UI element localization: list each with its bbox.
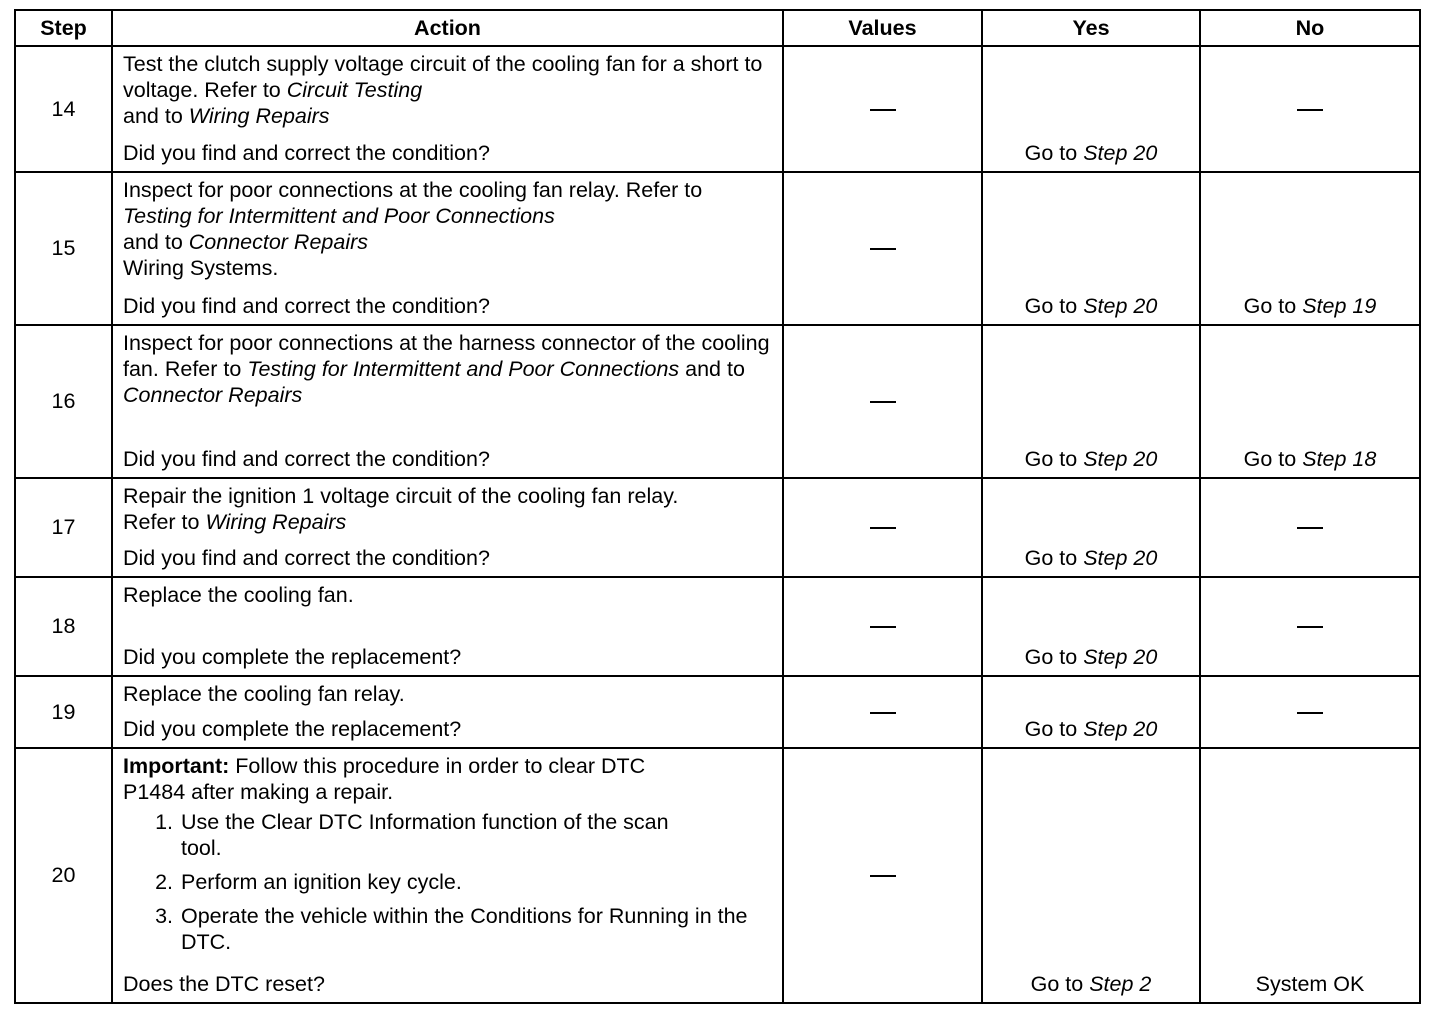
dash-mark bbox=[1297, 712, 1323, 714]
action-cell bbox=[112, 577, 783, 676]
no-cell bbox=[1200, 478, 1420, 577]
reference-link[interactable]: Connector Repairs bbox=[188, 230, 369, 254]
yes-step-link[interactable]: Step 20 bbox=[1083, 447, 1158, 471]
values-cell bbox=[783, 46, 982, 172]
values-cell bbox=[783, 577, 982, 676]
procedure-step: 3. Operate the vehicle within the Conditions for Running in the DTC. bbox=[179, 903, 772, 955]
yes-cell: Go to Step 20 bbox=[982, 325, 1200, 478]
action-text: Replace the cooling fan. bbox=[123, 583, 354, 607]
system-ok-text: System OK bbox=[1255, 972, 1365, 996]
action-text: Inspect for poor connections at the cooling fan relay. Refer to Testing for Intermittent and Poor Connections and to Connector Repairs Wiring Systems. bbox=[123, 178, 703, 280]
dash-mark bbox=[1297, 527, 1323, 529]
dash-mark bbox=[1297, 626, 1323, 628]
action-question: Did you find and correct the condition? bbox=[123, 447, 490, 471]
dash-mark bbox=[870, 527, 896, 529]
header-values: Values bbox=[783, 10, 982, 46]
action-question: Did you find and correct the condition? bbox=[123, 546, 490, 570]
yes-step-link[interactable]: Step 20 bbox=[1083, 717, 1158, 741]
step-number: 17 bbox=[15, 478, 112, 577]
action-cell bbox=[112, 325, 783, 478]
reference-link[interactable]: Circuit Testing bbox=[286, 78, 423, 102]
yes-step-link[interactable]: Step 2 bbox=[1089, 972, 1152, 996]
table-row bbox=[15, 748, 1420, 1003]
step-number: 16 bbox=[15, 325, 112, 478]
no-cell bbox=[1200, 46, 1420, 172]
step-number: 14 bbox=[15, 46, 112, 172]
dash-mark bbox=[870, 712, 896, 714]
dash-mark bbox=[870, 875, 896, 877]
step-number: 19 bbox=[15, 676, 112, 748]
action-cell bbox=[112, 676, 783, 748]
yes-step-link[interactable]: Step 20 bbox=[1083, 645, 1158, 669]
procedure-list bbox=[123, 809, 772, 955]
header-yes: Yes bbox=[982, 10, 1200, 46]
action-text: Replace the cooling fan relay. bbox=[123, 682, 405, 706]
yes-cell: Go to Step 20 bbox=[982, 172, 1200, 325]
yes-cell: Go to Step 20 bbox=[982, 46, 1200, 172]
no-cell bbox=[1200, 577, 1420, 676]
step-number: 18 bbox=[15, 577, 112, 676]
no-step-link[interactable]: Step 19 bbox=[1302, 294, 1377, 318]
step-number: 15 bbox=[15, 172, 112, 325]
action-cell bbox=[112, 46, 783, 172]
procedure-step: 1. Use the Clear DTC Information function of the scan tool. bbox=[179, 809, 701, 861]
dash-mark bbox=[870, 109, 896, 111]
dash-mark bbox=[1297, 109, 1323, 111]
values-cell bbox=[783, 748, 982, 1003]
action-cell bbox=[112, 172, 783, 325]
reference-link[interactable]: Wiring Repairs bbox=[205, 510, 347, 534]
no-cell bbox=[1200, 676, 1420, 748]
table-row bbox=[15, 577, 1420, 676]
yes-cell: Go to Step 20 bbox=[982, 577, 1200, 676]
no-cell: Go to Step 18 bbox=[1200, 325, 1420, 478]
yes-step-link[interactable]: Step 20 bbox=[1083, 294, 1158, 318]
yes-cell: Go to Step 20 bbox=[982, 676, 1200, 748]
header-step: Step bbox=[15, 10, 112, 46]
values-cell bbox=[783, 676, 982, 748]
yes-step-link[interactable]: Step 20 bbox=[1083, 141, 1158, 165]
table-row bbox=[15, 676, 1420, 748]
no-cell bbox=[1200, 748, 1420, 1003]
reference-link[interactable]: Connector Repairs bbox=[123, 383, 303, 407]
reference-link[interactable]: Testing for Intermittent and Poor Connections bbox=[123, 204, 555, 228]
step-number: 20 bbox=[15, 748, 112, 1003]
values-cell bbox=[783, 325, 982, 478]
table-row bbox=[15, 325, 1420, 478]
diagnostic-table bbox=[14, 9, 1421, 1004]
action-question: Did you complete the replacement? bbox=[123, 645, 462, 669]
yes-cell: Go to Step 20 bbox=[982, 478, 1200, 577]
values-cell bbox=[783, 478, 982, 577]
reference-link[interactable]: Wiring Repairs bbox=[188, 104, 330, 128]
yes-cell: Go to Step 2 bbox=[982, 748, 1200, 1003]
yes-step-link[interactable]: Step 20 bbox=[1083, 546, 1158, 570]
header-no: No bbox=[1200, 10, 1420, 46]
action-question: Did you complete the replacement? bbox=[123, 717, 462, 741]
action-cell bbox=[112, 748, 783, 1003]
values-cell bbox=[783, 172, 982, 325]
dash-mark bbox=[870, 401, 896, 403]
procedure-step: 2. Perform an ignition key cycle. bbox=[179, 869, 772, 895]
header-row bbox=[15, 10, 1420, 46]
reference-link[interactable]: Testing for Intermittent and Poor Connections bbox=[247, 357, 680, 381]
action-cell bbox=[112, 478, 783, 577]
dash-mark bbox=[870, 248, 896, 250]
no-cell: Go to Step 19 bbox=[1200, 172, 1420, 325]
no-step-link[interactable]: Step 18 bbox=[1302, 447, 1377, 471]
table-row bbox=[15, 46, 1420, 172]
action-text: Test the clutch supply voltage circuit of the cooling fan for a short to voltage. Refer to Circuit Testing and to Wiring Repairs bbox=[123, 52, 763, 128]
header-action: Action bbox=[112, 10, 783, 46]
important-label: Important: bbox=[123, 754, 230, 778]
action-question: Did you find and correct the condition? bbox=[123, 294, 490, 318]
action-question: Did you find and correct the condition? bbox=[123, 141, 490, 165]
action-text: Repair the ignition 1 voltage circuit of the cooling fan relay. Refer to Wiring Repairs bbox=[123, 484, 679, 534]
action-question: Does the DTC reset? bbox=[123, 972, 325, 996]
important-note: Important: Follow this procedure in order to clear DTC P1484 after making a repair. bbox=[123, 754, 646, 804]
table-row bbox=[15, 172, 1420, 325]
dash-mark bbox=[870, 626, 896, 628]
table-row bbox=[15, 478, 1420, 577]
action-text: Inspect for poor connections at the harness connector of the cooling fan. Refer to Testing for Intermittent and Poor Connections and to Connector Repairs bbox=[123, 331, 770, 407]
